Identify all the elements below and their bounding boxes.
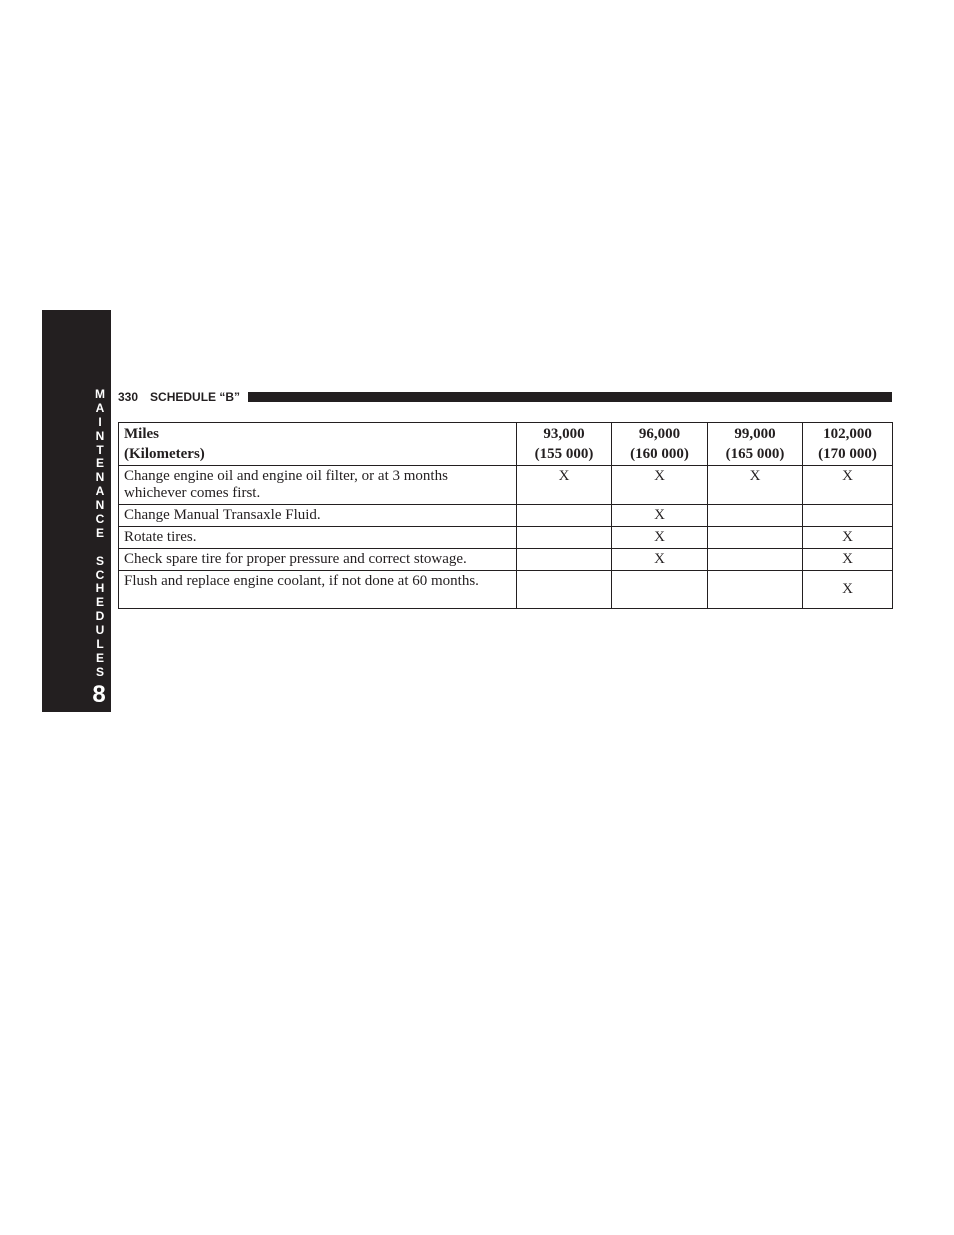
tab-letter: H	[95, 581, 105, 596]
task-cell: Check spare tire for proper pressure and correct stowage.	[119, 549, 517, 571]
mark-cell	[612, 571, 708, 609]
mark-cell: X	[612, 549, 708, 571]
tab-letter: E	[95, 456, 104, 471]
tab-letter: E	[95, 595, 104, 610]
table-header-row	[119, 423, 893, 466]
mark-cell	[803, 505, 893, 527]
column-miles: 102,000	[823, 426, 872, 442]
mark-cell: X	[612, 527, 708, 549]
tab-letter: C	[95, 512, 105, 527]
task-cell: Change Manual Transaxle Fluid.	[119, 505, 517, 527]
column-km: (170 000)	[818, 446, 877, 462]
tab-letter: M	[95, 387, 105, 401]
column-km: (160 000)	[630, 446, 689, 462]
mark-cell: X	[803, 527, 893, 549]
table-row	[119, 571, 893, 609]
mark-cell	[517, 571, 612, 609]
mark-cell: X	[803, 549, 893, 571]
kilometers-label: (Kilometers)	[124, 446, 205, 462]
mark-cell: X	[612, 505, 708, 527]
header-rule	[248, 392, 892, 402]
task-cell: Flush and replace engine coolant, if not done at 60 months.	[119, 571, 517, 609]
tab-letter: U	[95, 623, 105, 638]
table-row	[119, 549, 893, 571]
tab-letter: A	[95, 400, 105, 415]
tab-letter: A	[95, 484, 105, 499]
page-title: SCHEDULE “B”	[150, 390, 241, 404]
mark-cell	[708, 549, 803, 571]
mark-cell	[708, 505, 803, 527]
miles-label: Miles	[124, 426, 159, 442]
tab-letter: D	[95, 609, 105, 624]
column-header	[803, 423, 893, 466]
mark-cell	[517, 505, 612, 527]
page-number: 330	[118, 390, 139, 404]
maintenance-schedule-table	[118, 422, 893, 609]
mark-cell	[708, 571, 803, 609]
label-header-cell	[119, 423, 517, 466]
column-miles: 96,000	[638, 426, 681, 442]
task-cell: Change engine oil and engine oil filter, or at 3 months whichever comes first.	[119, 466, 517, 505]
table-row	[119, 466, 893, 505]
column-header	[612, 423, 708, 466]
section-tab-label	[90, 388, 110, 680]
tab-letter: L	[96, 637, 104, 652]
column-header	[517, 423, 612, 466]
column-header	[708, 423, 803, 466]
tab-letter: T	[96, 442, 104, 457]
mark-cell: X	[803, 571, 893, 609]
mark-cell: X	[803, 466, 893, 505]
tab-letter: S	[95, 664, 104, 679]
column-km: (155 000)	[534, 446, 594, 462]
column-km: (165 000)	[725, 446, 785, 462]
tab-letter: I	[98, 414, 102, 429]
mark-cell	[708, 527, 803, 549]
tab-letter: N	[95, 498, 105, 513]
tab-letter: C	[95, 567, 105, 582]
mark-cell	[517, 549, 612, 571]
tab-letter: E	[95, 525, 104, 540]
table-row	[119, 505, 893, 527]
tab-letter-gap	[90, 541, 110, 555]
tab-letter: N	[95, 428, 105, 443]
mark-cell	[517, 527, 612, 549]
mark-cell: X	[517, 466, 612, 505]
column-miles: 99,000	[734, 426, 776, 442]
tab-letter: N	[95, 470, 105, 485]
column-miles: 93,000	[543, 426, 585, 442]
tab-letter: E	[95, 650, 104, 665]
tab-letter: S	[95, 553, 104, 568]
table-row	[119, 527, 893, 549]
mark-cell: X	[708, 466, 803, 505]
task-cell: Rotate tires.	[119, 527, 517, 549]
section-number: 8	[92, 681, 106, 708]
page-header	[118, 389, 892, 405]
mark-cell: X	[612, 466, 708, 505]
